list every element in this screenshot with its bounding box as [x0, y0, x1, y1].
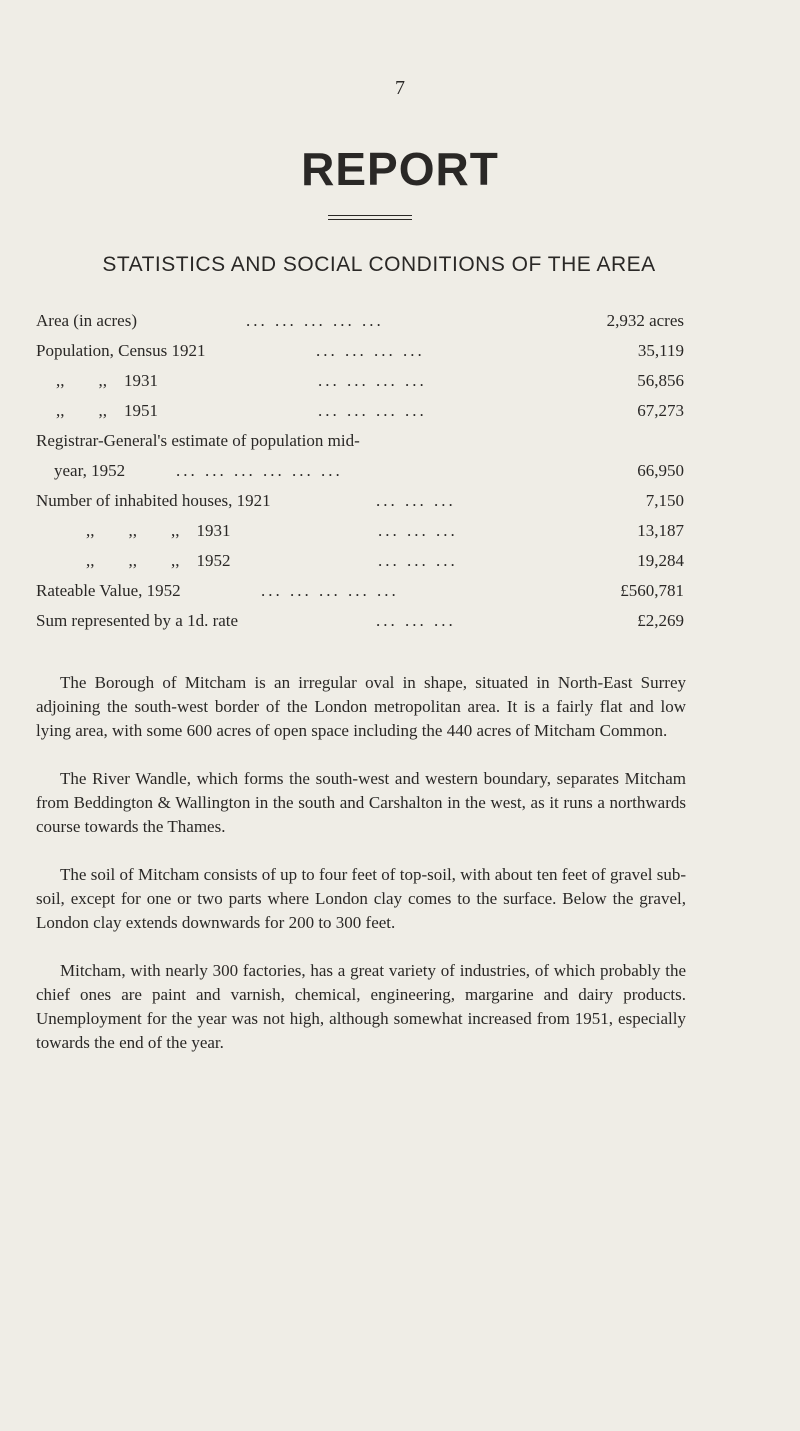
- stat-label: Rateable Value, 1952: [36, 581, 181, 600]
- stat-value: 7,150: [645, 491, 684, 510]
- leader-dots: ... ... ... ...: [316, 341, 425, 360]
- stat-value: 56,856: [637, 371, 684, 390]
- leader-dots: ... ... ... ...: [318, 401, 427, 420]
- stat-label: ,, ,, 1951: [56, 401, 158, 420]
- stat-value: 67,273: [637, 401, 684, 420]
- stat-row-rateable-value: [36, 576, 684, 606]
- stat-label: Area (in acres): [36, 311, 137, 330]
- stat-label: Sum represented by a 1d. rate: [36, 611, 239, 630]
- leader-dots: ... ... ... ...: [318, 371, 427, 390]
- stat-row-estimate-1952: [36, 456, 684, 486]
- paragraph-soil: The soil of Mitcham consists of up to four feet of top-soil, with about ten feet of gravel sub-soil, except for one or two parts where London clay comes to the surface. Below the gravel, London clay extends downwards for 200 to 300 feet.: [36, 865, 686, 932]
- stat-row-population-1951: [36, 396, 684, 426]
- stat-value: £560,781: [620, 581, 684, 600]
- stat-row-penny-rate: [36, 606, 684, 636]
- title-double-rule: [328, 215, 412, 220]
- statistics-list: [36, 306, 684, 636]
- leader-dots: ... ... ... ... ...: [261, 581, 399, 600]
- stat-value: £2,269: [637, 611, 684, 630]
- stat-value: 19,284: [637, 551, 684, 570]
- stat-row-area: [36, 306, 684, 336]
- stat-row-population-1931: [36, 366, 684, 396]
- stat-row-houses-1921: [36, 486, 684, 516]
- stat-row-houses-1931: [36, 516, 684, 546]
- stat-label: Registrar-General's estimate of population mid-: [36, 431, 360, 450]
- stat-label: Population, Census 1921: [36, 341, 206, 360]
- paragraph-industries: Mitcham, with nearly 300 factories, has a great variety of industries, of which probably the chief ones are paint and varnish, chemical, engineering, margarine and dairy products. Unemployment for the year was not high, although somewhat increased from 1951, especially towards the end of the year.: [36, 961, 686, 1052]
- paragraph-borough: The Borough of Mitcham is an irregular oval in shape, situated in North-East Surrey adjoining the south-west border of the London metropolitan area. It is a fairly flat and low lying area, with some 600 acres of open space including the 440 acres of Mitcham Common.: [36, 673, 686, 740]
- stat-value: 35,119: [637, 341, 684, 360]
- stat-row-population-1921: [36, 336, 684, 366]
- leader-dots: ... ... ...: [376, 491, 456, 510]
- stat-label: ,, ,, ,, 1952: [86, 551, 231, 570]
- stat-row-houses-1952: [36, 546, 684, 576]
- section-heading: STATISTICS AND SOCIAL CONDITIONS OF THE AREA: [102, 253, 656, 276]
- stat-label: year, 1952: [54, 461, 126, 480]
- leader-dots: ... ... ...: [378, 551, 458, 570]
- stat-row-estimate-heading: [36, 426, 684, 456]
- stat-label: ,, ,, 1931: [56, 371, 158, 390]
- stat-value: 66,950: [637, 461, 684, 480]
- leader-dots: ... ... ...: [376, 611, 456, 630]
- stat-label: ,, ,, ,, 1931: [86, 521, 231, 540]
- leader-dots: ... ... ... ... ... ...: [176, 461, 343, 480]
- leader-dots: ... ... ...: [378, 521, 458, 540]
- stat-value: 2,932 acres: [606, 311, 684, 330]
- body-text: [36, 671, 686, 1079]
- paragraph-river-wandle: The River Wandle, which forms the south-west and western boundary, separates Mitcham from Beddington & Wallington in the south and Carshalton in the west, as it runs a northwards course towards the Thames.: [36, 769, 686, 836]
- report-title: REPORT: [301, 143, 499, 195]
- stat-label: Number of inhabited houses, 1921: [36, 491, 271, 510]
- page-number: 7: [395, 77, 405, 99]
- leader-dots: ... ... ... ... ...: [246, 311, 384, 330]
- stat-value: 13,187: [637, 521, 684, 540]
